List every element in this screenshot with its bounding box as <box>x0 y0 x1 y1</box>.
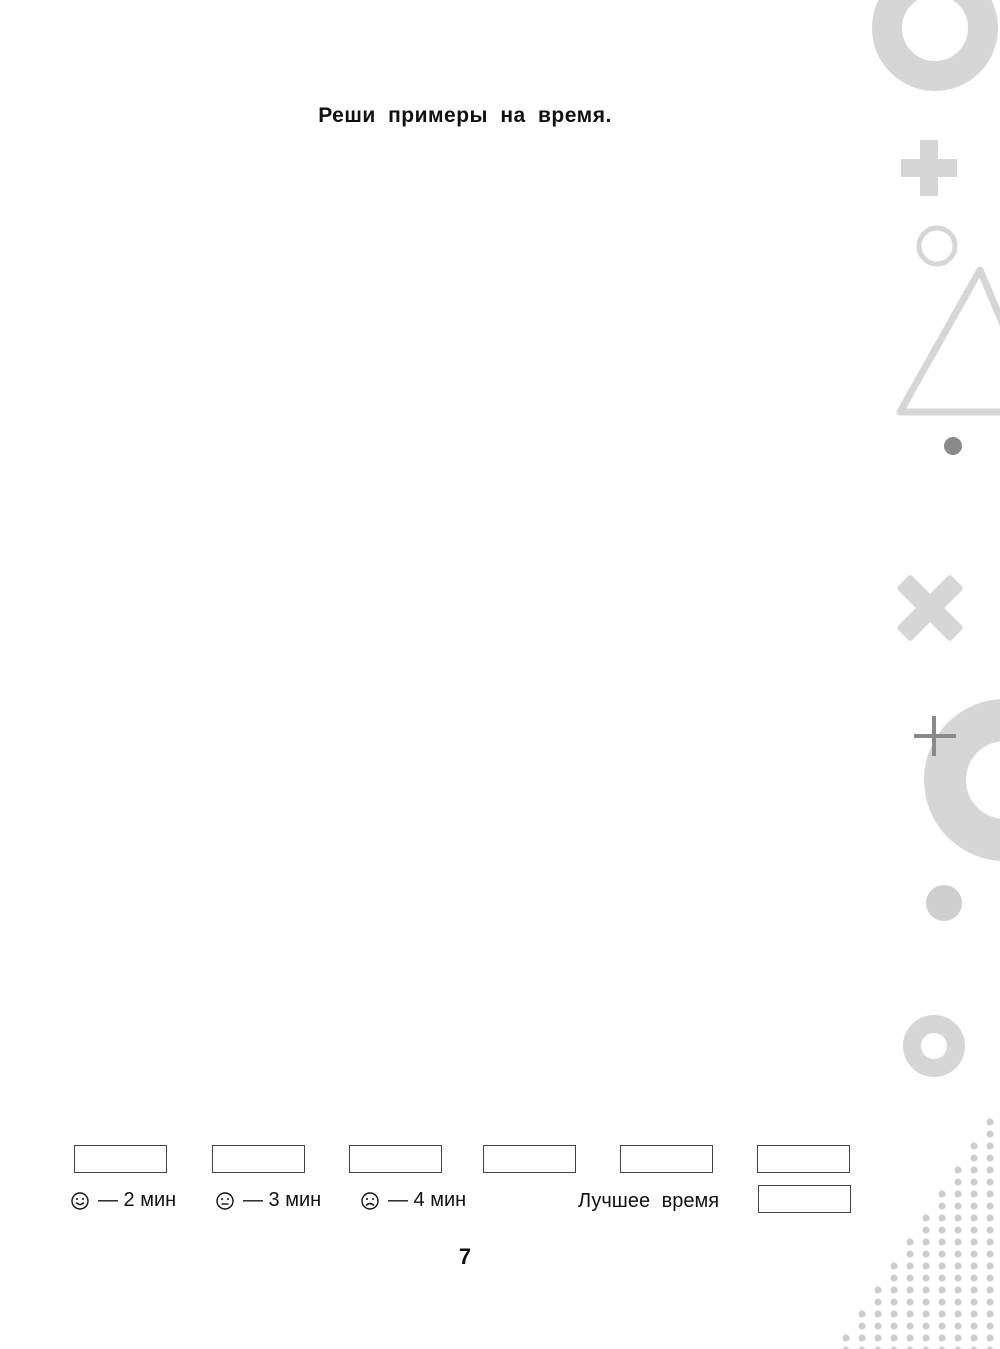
pattern-dot <box>954 1274 961 1281</box>
pattern-dot <box>970 1154 977 1161</box>
dot-shape <box>944 437 962 455</box>
page-number: 7 <box>458 1244 472 1269</box>
pattern-dot <box>858 1322 865 1329</box>
smile-icon <box>70 1191 90 1211</box>
pattern-dot <box>938 1274 945 1281</box>
pattern-dot <box>858 1334 865 1341</box>
pattern-dot <box>906 1250 913 1257</box>
pattern-dot <box>970 1202 977 1209</box>
pattern-dot <box>922 1238 929 1245</box>
pattern-dot <box>986 1250 993 1257</box>
legend-item-2-min <box>70 1186 176 1214</box>
legend-text: — 3 мин <box>243 1189 322 1211</box>
pattern-dot <box>954 1190 961 1197</box>
pattern-dot <box>970 1250 977 1257</box>
pattern-dot <box>986 1202 993 1209</box>
best-time-label: Лучшее время <box>578 1190 720 1212</box>
pattern-dot <box>938 1298 945 1305</box>
pattern-dot <box>970 1298 977 1305</box>
answer-box[interactable] <box>757 1145 850 1173</box>
sad-icon <box>360 1191 380 1211</box>
pattern-dot <box>938 1322 945 1329</box>
pattern-dot <box>922 1310 929 1317</box>
pattern-dot <box>954 1298 961 1305</box>
neutral-icon <box>215 1191 235 1211</box>
answer-box[interactable] <box>74 1145 167 1173</box>
pattern-dot <box>906 1334 913 1341</box>
pattern-dot <box>906 1310 913 1317</box>
pattern-dot <box>970 1190 977 1197</box>
pattern-dot <box>986 1178 993 1185</box>
pattern-dot <box>938 1250 945 1257</box>
pattern-dot <box>874 1298 881 1305</box>
pattern-dot <box>906 1286 913 1293</box>
pattern-dot <box>858 1310 865 1317</box>
pattern-dot <box>954 1238 961 1245</box>
pattern-dot <box>890 1298 897 1305</box>
pattern-dot <box>986 1190 993 1197</box>
answer-box[interactable] <box>212 1145 305 1173</box>
pattern-dot <box>922 1250 929 1257</box>
pattern-dot <box>890 1322 897 1329</box>
pattern-dot <box>938 1190 945 1197</box>
pattern-dot <box>906 1322 913 1329</box>
pattern-dot <box>970 1142 977 1149</box>
pattern-dot <box>954 1214 961 1221</box>
ring-shape <box>887 0 983 76</box>
legend-text: — 2 мин <box>98 1189 177 1211</box>
pattern-dot <box>922 1286 929 1293</box>
pattern-dot <box>986 1298 993 1305</box>
pattern-dot <box>922 1274 929 1281</box>
pattern-dot <box>890 1310 897 1317</box>
pattern-dot <box>922 1262 929 1269</box>
pattern-dot <box>874 1334 881 1341</box>
pattern-dot <box>954 1334 961 1341</box>
answer-box[interactable] <box>483 1145 576 1173</box>
pattern-dot <box>970 1334 977 1341</box>
pattern-dot <box>954 1262 961 1269</box>
pattern-dot <box>922 1298 929 1305</box>
pattern-dot <box>970 1286 977 1293</box>
pattern-dot <box>986 1274 993 1281</box>
pattern-dot <box>906 1274 913 1281</box>
pattern-dot <box>922 1214 929 1221</box>
pattern-dot <box>986 1322 993 1329</box>
pattern-dot <box>890 1262 897 1269</box>
pattern-dot <box>986 1166 993 1173</box>
pattern-dot <box>874 1286 881 1293</box>
pattern-dot <box>986 1118 993 1125</box>
pattern-dot <box>938 1238 945 1245</box>
pattern-dot <box>986 1214 993 1221</box>
pattern-dot <box>986 1142 993 1149</box>
answer-box[interactable] <box>349 1145 442 1173</box>
legend-item-4-min <box>360 1186 466 1214</box>
pattern-dot <box>986 1130 993 1137</box>
pattern-dot <box>938 1262 945 1269</box>
pattern-dot <box>970 1322 977 1329</box>
pattern-dot <box>938 1310 945 1317</box>
pattern-dot <box>874 1310 881 1317</box>
exercise-grid <box>0 148 930 1128</box>
pattern-dot <box>970 1178 977 1185</box>
answer-box[interactable] <box>620 1145 713 1173</box>
legend-item-3-min <box>215 1186 321 1214</box>
pattern-dot <box>922 1334 929 1341</box>
pattern-dot <box>970 1214 977 1221</box>
pattern-dot <box>954 1226 961 1233</box>
pattern-dot <box>986 1286 993 1293</box>
pattern-dot <box>954 1166 961 1173</box>
pattern-dot <box>986 1310 993 1317</box>
pattern-dot <box>954 1286 961 1293</box>
pattern-dot <box>938 1202 945 1209</box>
pattern-dot <box>938 1334 945 1341</box>
pattern-dot <box>922 1226 929 1233</box>
pattern-dot <box>954 1250 961 1257</box>
pattern-dot <box>906 1262 913 1269</box>
pattern-dot <box>890 1334 897 1341</box>
pattern-dot <box>986 1238 993 1245</box>
gray-dot-shape <box>926 885 962 921</box>
legend-text: — 4 мин <box>388 1189 467 1211</box>
pattern-dot <box>986 1262 993 1269</box>
pattern-dot <box>954 1178 961 1185</box>
pattern-dot <box>970 1238 977 1245</box>
pattern-dot <box>906 1238 913 1245</box>
pattern-dot <box>922 1322 929 1329</box>
pattern-dot <box>970 1262 977 1269</box>
pattern-dot <box>970 1274 977 1281</box>
pattern-dot <box>954 1322 961 1329</box>
pattern-dot <box>970 1226 977 1233</box>
pattern-dot <box>986 1226 993 1233</box>
pattern-dot <box>986 1154 993 1161</box>
pattern-dot <box>874 1322 881 1329</box>
page-title: Реши примеры на время. <box>318 104 612 127</box>
pattern-dot <box>938 1226 945 1233</box>
pattern-dot <box>938 1286 945 1293</box>
pattern-dot <box>938 1214 945 1221</box>
pattern-dot <box>986 1334 993 1341</box>
pattern-dot <box>954 1310 961 1317</box>
pattern-dot <box>890 1274 897 1281</box>
pattern-dot <box>970 1166 977 1173</box>
best-time-input[interactable] <box>758 1185 851 1213</box>
pattern-dot <box>906 1298 913 1305</box>
pattern-dot <box>970 1310 977 1317</box>
pattern-dot <box>842 1334 849 1341</box>
pattern-dot <box>890 1286 897 1293</box>
pattern-dot <box>954 1202 961 1209</box>
dot-pattern <box>842 1118 1000 1349</box>
